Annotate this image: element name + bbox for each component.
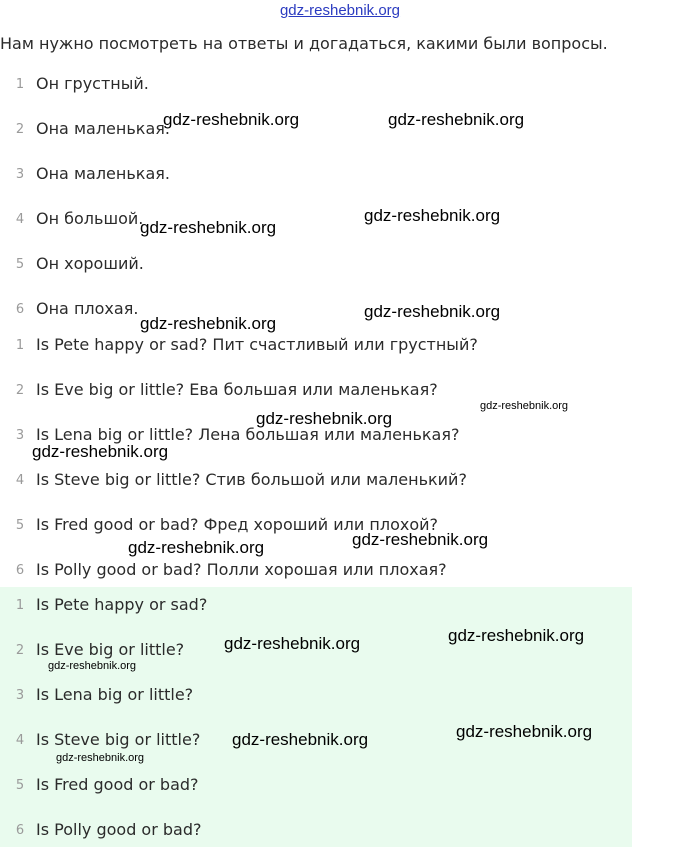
item-text: Он грустный.: [36, 74, 149, 93]
site-header-link[interactable]: gdz-reshebnik.org: [279, 2, 401, 19]
item-text: Он хороший.: [36, 254, 144, 273]
watermark: gdz-reshebnik.org: [256, 409, 393, 428]
item-text: Она маленькая.: [36, 164, 170, 183]
watermark: gdz-reshebnik.org: [56, 752, 145, 764]
watermark: gdz-reshebnik.org: [232, 730, 369, 749]
item-number: 1: [15, 598, 25, 613]
item-text: Is Fred good or bad?: [36, 775, 199, 794]
item-number: 6: [15, 823, 25, 838]
watermark: gdz-reshebnik.org: [163, 110, 300, 129]
watermark: gdz-reshebnik.org: [48, 660, 137, 672]
item-number: 1: [15, 338, 25, 353]
item-number: 6: [15, 563, 25, 578]
watermark: gdz-reshebnik.org: [140, 218, 277, 237]
item-text: Она плохая.: [36, 299, 139, 318]
watermark: gdz-reshebnik.org: [352, 530, 489, 549]
item-number: 5: [15, 257, 25, 272]
watermark: gdz-reshebnik.org: [364, 206, 501, 225]
watermark: gdz-reshebnik.org: [32, 442, 169, 461]
item-number: 3: [15, 167, 25, 182]
item-number: 6: [15, 302, 25, 317]
watermark: gdz-reshebnik.org: [448, 626, 585, 645]
watermark: gdz-reshebnik.org: [456, 722, 593, 741]
item-text: Is Polly good or bad?: [36, 820, 202, 839]
item-number: 4: [15, 733, 25, 748]
item-number: 2: [15, 383, 25, 398]
item-number: 5: [15, 778, 25, 793]
item-text: Is Lena big or little? Лена большая или маленькая?: [36, 425, 460, 444]
item-number: 4: [15, 473, 25, 488]
item-text: Is Polly good or bad? Полли хорошая или плохая?: [36, 560, 447, 579]
item-text: Она маленькая.: [36, 119, 170, 138]
item-text: Is Steve big or little?: [36, 730, 201, 749]
item-number: 4: [15, 212, 25, 227]
watermark: gdz-reshebnik.org: [480, 400, 569, 412]
item-text: Он большой.: [36, 209, 144, 228]
item-number: 1: [15, 77, 25, 92]
item-text: Is Pete happy or sad?: [36, 595, 208, 614]
item-text: Is Steve big or little? Стив большой или маленький?: [36, 470, 467, 489]
watermark: gdz-reshebnik.org: [224, 634, 361, 653]
answers-list: [0, 74, 632, 344]
watermark: gdz-reshebnik.org: [128, 538, 265, 557]
item-text: Is Fred good or bad? Фред хороший или плохой?: [36, 515, 438, 534]
item-text: Is Pete happy or sad? Пит счастливый или грустный?: [36, 335, 478, 354]
item-number: 2: [15, 643, 25, 658]
watermark: gdz-reshebnik.org: [388, 110, 525, 129]
watermark: gdz-reshebnik.org: [140, 314, 277, 333]
watermark: gdz-reshebnik.org: [364, 302, 501, 321]
item-text: Is Eve big or little?: [36, 640, 185, 659]
item-number: 3: [15, 688, 25, 703]
intro-text: Нам нужно посмотреть на ответы и догадаться, какими были вопросы.: [0, 34, 608, 53]
item-number: 3: [15, 428, 25, 443]
item-text: Is Eve big or little? Ева большая или маленькая?: [36, 380, 438, 399]
item-text: Is Lena big or little?: [36, 685, 194, 704]
item-number: 2: [15, 122, 25, 137]
item-number: 5: [15, 518, 25, 533]
